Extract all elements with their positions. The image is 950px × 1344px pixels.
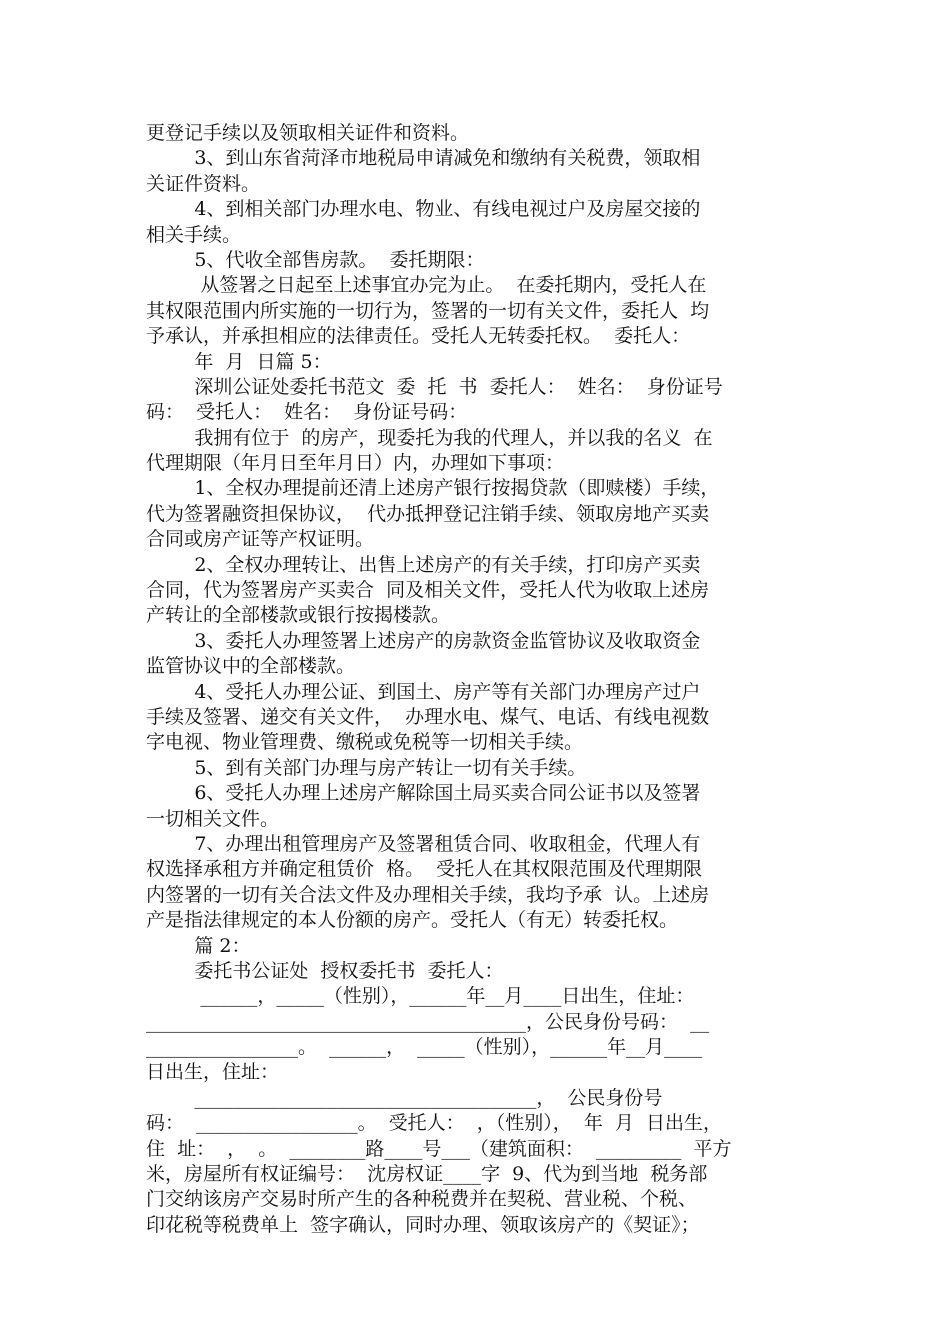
- text-line: 住 址： ， 。 ________路____号___（建筑面积： _________ 平方: [146, 1137, 732, 1160]
- text-line: ________________。 ______， _____（性别），______年__月____: [146, 1036, 703, 1059]
- text-line: 篇 2：: [146, 934, 251, 957]
- text-line: 米，房屋所有权证编号： 沈房权证____字 9、代为到当地 税务部: [146, 1163, 708, 1186]
- text-line: 一切相关文件。: [146, 807, 280, 830]
- text-line: 监管协议中的全部楼款。: [146, 655, 356, 678]
- text-line: 手续及签署、递交有关文件， 办理水电、煤气、电话、有线电视数: [146, 705, 710, 728]
- text-line: 权选择承租方并确定租赁价 格。 受托人在其权限范围及代理期限: [146, 858, 703, 881]
- text-line: 关证件资料。: [146, 172, 261, 195]
- text-line: 5、到有关部门办理与房产转让一切有关手续。: [146, 756, 587, 779]
- text-line: 字电视、物业管理费、缴税或免税等一切相关手续。: [146, 731, 584, 754]
- text-line: 2、全权办理转让、出售上述房产的有关手续，打印房产买卖: [146, 553, 701, 576]
- text-line: 3、委托人办理签署上述房产的房款资金监管协议及收取资金: [146, 629, 701, 652]
- text-line: 5、代收全部售房款。 委托期限：: [146, 248, 485, 271]
- text-line: 合同或房产证等产权证明。: [146, 528, 375, 551]
- text-line: 其权限范围内所实施的一切行为，签署的一切有关文件，委托人 均: [146, 299, 710, 322]
- text-line: 码： 受托人： 姓名： 身份证号码：: [146, 401, 468, 424]
- text-line: 1、全权办理提前还清上述房产银行按揭贷款（即赎楼）手续，: [146, 477, 720, 500]
- text-line: 4、到相关部门办理水电、物业、有线电视过户及房屋交接的: [146, 198, 701, 221]
- text-line: 产转让的全部楼款或银行按揭楼款。: [146, 604, 451, 627]
- text-line: 印花税等税费单上 签字确认，同时办理、领取该房产的《契证》；: [146, 1213, 700, 1236]
- text-line: 代为签署融资担保协议， 代办抵押登记注销手续、领取房地产买卖: [146, 502, 710, 525]
- text-line: 从签署之日起至上述事宜办完为止。 在委托期内，受托人在: [146, 274, 707, 297]
- text-line: 更登记手续以及领取相关证件和资料。: [146, 122, 470, 144]
- text-line: 予承认，并承担相应的法律责任。受托人无转委托权。 委托人：: [146, 325, 691, 348]
- text-line: 码： _________________。 受托人： ，（性别）， 年 月 日出生，: [146, 1112, 722, 1135]
- text-line: 深圳公证处委托书范文 委 托 书 委托人： 姓名： 身份证号: [146, 375, 723, 398]
- text-line: ____________________________________， 公民身份号: [146, 1086, 663, 1109]
- document-body: [146, 121, 811, 1238]
- text-line: 委托书公证处 授权委托书 委托人：: [146, 959, 504, 982]
- text-line: 4、受托人办理公证、到国土、房产等有关部门办理房产过户: [146, 680, 701, 703]
- text-line: ________________________________________，公民身份号码： __: [146, 1010, 710, 1033]
- text-line: 我拥有位于 的房产，现委托为我的代理人，并以我的名义 在: [146, 426, 713, 449]
- text-line: ______，_____（性别），______年__月____日出生，住址：: [146, 985, 695, 1008]
- text-line: 年 月 日篇 5：: [146, 350, 332, 373]
- text-line: 内签署的一切有关合法文件及办理相关手续，我均予承 认。上述房: [146, 883, 710, 906]
- text-line: 门交纳该房产交易时所产生的各种税费并在契税、营业税、个税、: [146, 1188, 698, 1211]
- text-line: 6、受托人办理上述房产解除国土局买卖合同公证书以及签署: [146, 782, 701, 805]
- text-line: 日出生，住址：: [146, 1061, 280, 1084]
- text-line: 相关手续。: [146, 223, 242, 246]
- text-line: 7、办理出租管理房产及签署租赁合同、收取租金，代理人有: [146, 832, 701, 855]
- text-line: 3、到山东省菏泽市地税局申请减免和缴纳有关税费，领取相: [146, 147, 701, 170]
- text-line: 产是指法律规定的本人份额的房产。受托人（有无）转委托权。: [146, 909, 679, 932]
- text-line: 代理期限（年月日至年月日）内，办理如下事项：: [146, 452, 565, 475]
- text-line: 合同，代为签署房产买卖合 同及相关文件，受托人代为收取上述房: [146, 579, 710, 602]
